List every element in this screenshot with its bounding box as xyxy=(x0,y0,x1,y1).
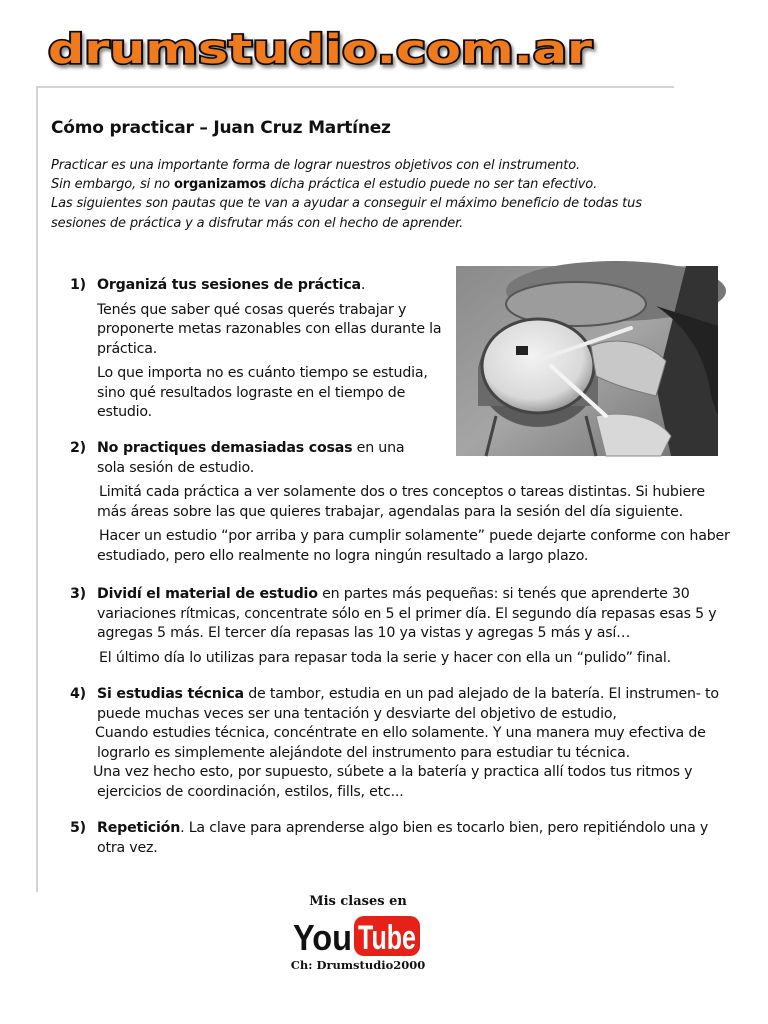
youtube-tube-text: Tube xyxy=(358,919,416,957)
step-heading xyxy=(70,585,734,644)
step-2 xyxy=(70,439,730,566)
drumstudio-logo xyxy=(44,27,604,76)
step-text: . La clave para aprenderse algo bien es tocarlo bien, pero repitiéndolo una y otra vez. xyxy=(97,820,709,856)
drummer-photo xyxy=(456,266,718,456)
step-title: Organizá tus sesiones de práctica xyxy=(97,277,361,293)
step-number: 3) xyxy=(70,586,86,602)
step-number: 5) xyxy=(70,820,86,836)
step-title: Dividí el material de estudio xyxy=(97,586,318,602)
step-paragraph: Limitá cada práctica a ver solamente dos o tres conceptos o tareas distintas. Si hubiere más áreas sobre las que quieres trabajar, agendalas para la sesión del día siguiente. xyxy=(97,484,705,520)
step-heading xyxy=(70,819,734,858)
step-title: Si estudias técnica xyxy=(97,686,244,702)
step-heading xyxy=(70,276,450,296)
step-paragraph: Lo que importa no es cuánto tiempo se estudia, sino qué resultados lograste en el tiempo de estudio. xyxy=(97,365,428,420)
step-paragraph: Una vez hecho esto, por supuesto, súbete a la batería y practica allí todos tus ritmos y ejercicios de coordinación, estilos, fills, etc... xyxy=(93,764,693,800)
page-title: Cómo practicar – Juan Cruz Martínez xyxy=(51,118,391,138)
intro-line: Las siguientes son pautas que te van a ayudar a conseguir el máximo beneficio de todas tus sesiones de práctica y a disfrutar más con el hecho de aprender. xyxy=(51,196,642,231)
step-text: . xyxy=(360,277,366,293)
step-text: en una sola sesión de estudio. xyxy=(97,440,405,476)
step-number: 2) xyxy=(70,440,86,456)
intro-text: Sin embargo, si no xyxy=(51,177,174,193)
step-1 xyxy=(70,276,450,423)
step-number: 1) xyxy=(70,277,86,293)
step-paragraph: Hacer un estudio “por arriba y para cumplir solamente” puede dejarte conforme con haber estudiado, pero ello realmente no logra ningún resultado a largo plazo. xyxy=(97,528,730,564)
step-text: en partes más pequeñas: si tenés que aprenderte 30 variaciones rítmicas, concentrate sólo en 5 el primer día. El segundo día repasas esas 5 y agregas 5 más. El tercer día repasas las 10 ya vistas y agregas 5 más y así… xyxy=(97,586,717,641)
frame-top-rule xyxy=(36,86,674,88)
step-paragraph: El último día lo utilizas para repasar toda la serie y hacer con ella un “pulido” final. xyxy=(99,649,671,666)
intro-text: dicha práctica el estudio puede no ser tan efectivo. xyxy=(265,177,598,193)
footer-label: Mis clases en xyxy=(309,894,407,909)
footer-channel: Ch: Drumstudio2000 xyxy=(290,958,426,972)
step-paragraph: Tenés que saber qué cosas querés trabajar y proponerte metas razonables con ellas durante la práctica. xyxy=(97,301,442,357)
step-title: Repetición xyxy=(97,820,181,836)
step-number: 4) xyxy=(70,686,86,702)
step-title: No practiques demasiadas cosas xyxy=(97,440,353,456)
youtube-logo[interactable] xyxy=(292,914,422,958)
intro-line: Practicar es una importante forma de lograr nuestros objetivos con el instrumento. xyxy=(51,158,580,173)
intro-emphasis: organizamos xyxy=(173,177,266,193)
frame-left-rule xyxy=(36,86,38,892)
logo-text: drumstudio.com.ar xyxy=(48,27,593,73)
step-3 xyxy=(70,585,734,668)
youtube-you-text: You xyxy=(293,917,352,958)
step-heading xyxy=(70,685,734,724)
step-heading xyxy=(70,439,427,478)
step-5 xyxy=(70,819,734,858)
step-text: de tambor, estudia en un pad alejado de la batería. El instrumen- to puede muchas veces ser una tentación y desviarte del objetivo de estudio, xyxy=(97,686,719,722)
intro-paragraph xyxy=(51,156,691,233)
step-paragraph: Cuando estudies técnica, concéntrate en ello solamente. Y una manera muy efectiva de lograrlo es simplemente alejándote del instrumento para estudiar tu técnica. xyxy=(95,725,706,761)
intro-line xyxy=(51,175,691,194)
step-4 xyxy=(70,685,734,802)
